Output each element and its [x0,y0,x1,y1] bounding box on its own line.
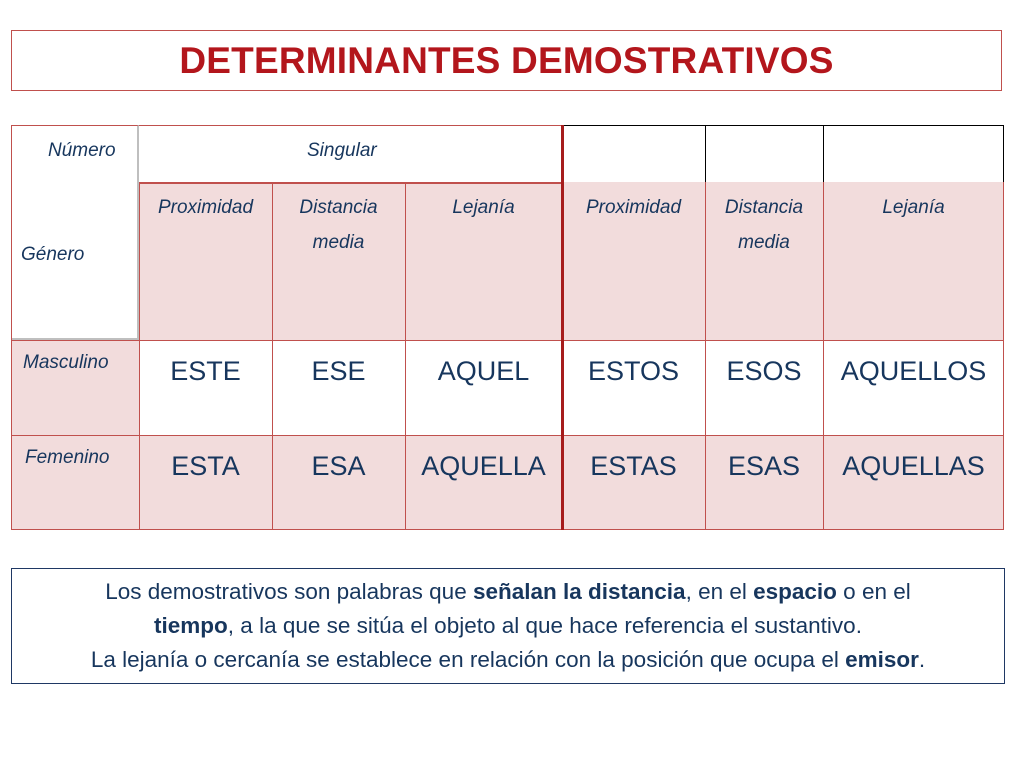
info-line-2: tiempo, a la que se sitúa el objeto al que hace referencia el sustantivo. [154,613,862,638]
grid-line [405,182,406,530]
col-header-2: Distancia media [299,197,378,253]
genero-label: Género [21,244,85,265]
cell-esos: ESOS [726,356,802,386]
cell-estos: ESTOS [587,356,680,386]
grid-line [11,529,1004,530]
cell-ese: ESE [311,356,366,386]
cell-aquellas: AQUELLAS [842,451,985,481]
row-label-masculino: Masculino [23,352,109,373]
row-label-femenino: Femenino [25,447,110,468]
cell-esas: ESAS [727,451,801,481]
col-header-4: Proximidad [585,197,682,218]
grid-line [272,182,273,530]
col-header-5: Distancia media [724,197,804,253]
corner-cell [11,125,139,340]
plural-header-empty-3 [823,125,1004,183]
cell-estas: ESTAS [590,451,677,481]
cell-aquel: AQUEL [437,356,530,386]
info-box [11,568,1005,684]
col-header-3: Lejanía [452,197,515,218]
grid-line [561,125,564,530]
cell-aquella: AQUELLA [421,451,546,481]
grid-line [823,182,824,530]
info-line-3: La lejanía o cercanía se establece en relación con la posición que ocupa el emisor. [90,647,926,672]
singular-header [139,125,562,182]
grid-line [139,182,140,530]
singular-label: Singular [307,140,377,161]
grid-line [11,125,12,530]
cell-este: ESTE [170,356,241,386]
grid-line [705,182,706,530]
grid-line [11,435,1004,436]
grid-line [11,340,1004,341]
cell-esta: ESTA [171,451,240,481]
numero-label: Número [48,140,116,161]
title-box [11,30,1002,91]
cell-esa: ESA [311,451,366,481]
col-header-1: Proximidad [157,197,254,218]
plural-header-empty-1 [562,125,706,183]
col-header-6: Lejanía [882,197,945,218]
cell-aquellos: AQUELLOS [840,356,987,386]
grid-line [139,182,562,184]
info-line-1: Los demostrativos son palabras que señalan la distancia, en el espacio o en el [105,579,911,604]
plural-header-empty-2 [705,125,824,183]
grid-line [1003,182,1004,530]
page-title: DETERMINANTES DEMOSTRATIVOS [179,39,834,81]
